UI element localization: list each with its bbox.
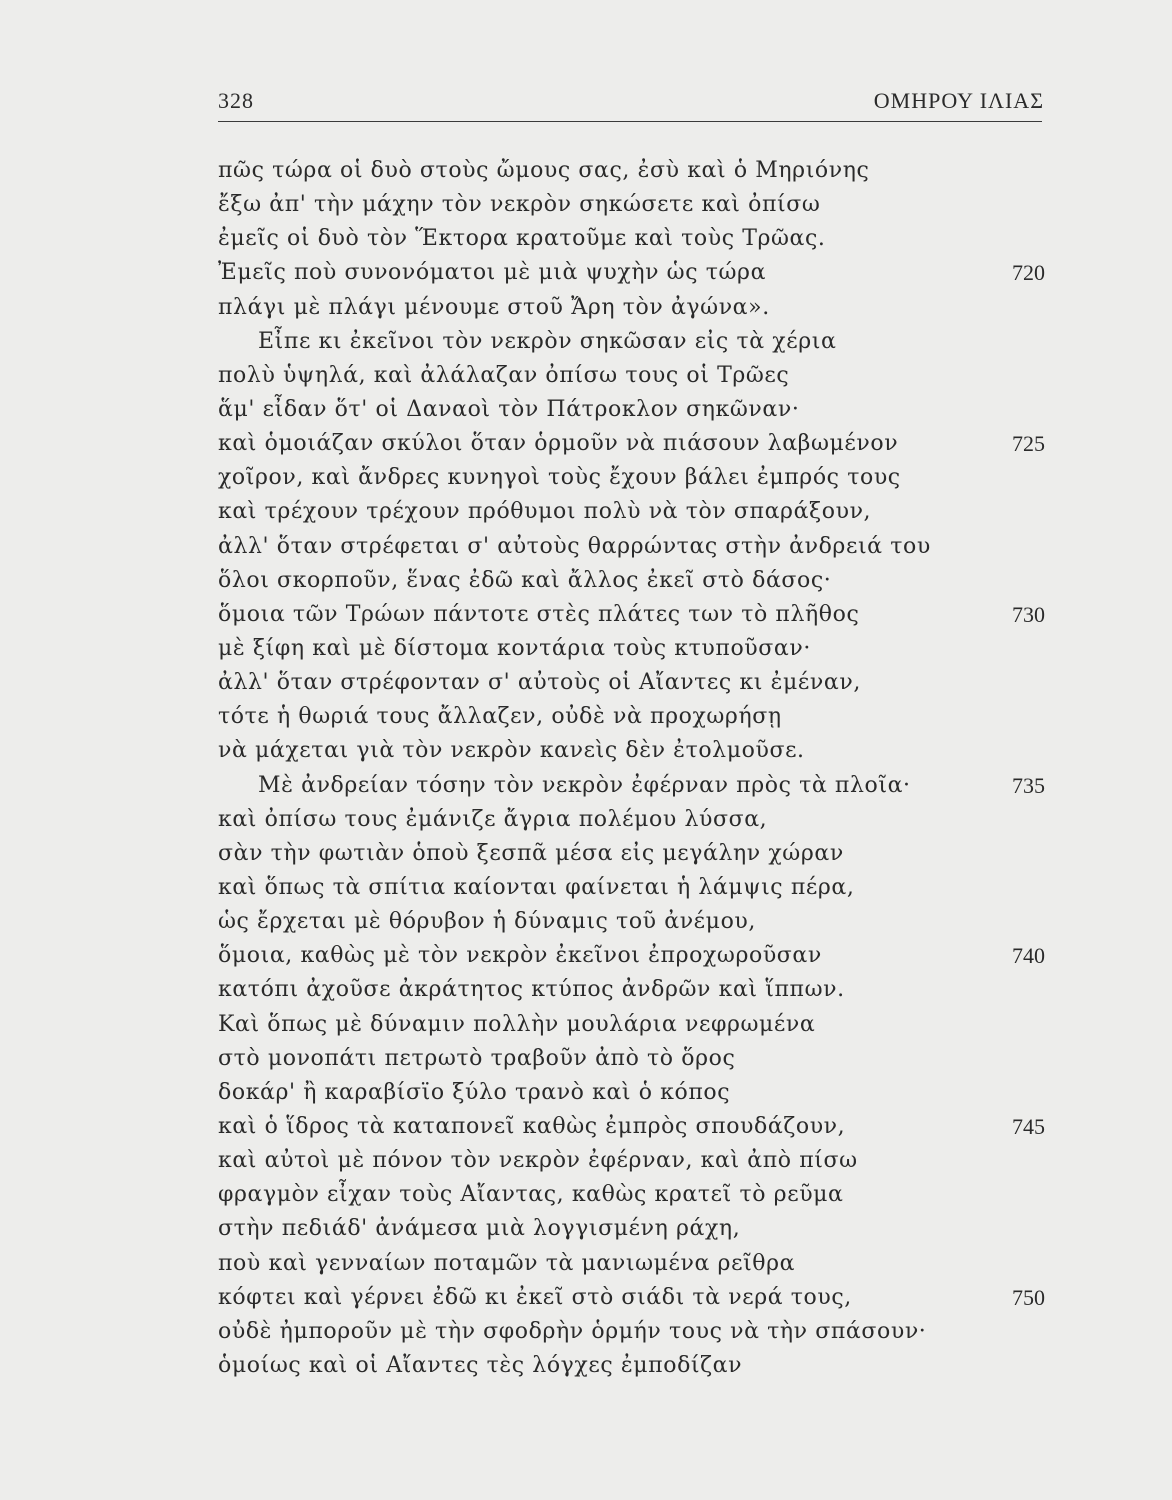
verse-line [0, 495, 1172, 529]
verse-text: δοκάρ' ἢ καραβίσϊο ξύλο τρανὸ καὶ ὁ κόπος [218, 1079, 731, 1105]
verse-line [0, 1008, 1172, 1042]
verse-text: μὲ ξίφη καὶ μὲ δίστομα κοντάρια τοὺς κτυποῦσαν· [218, 635, 811, 661]
verse-text: κατόπι ἀχοῦσε ἀκράτητος κτύπος ἀνδρῶν καὶ ἵππων. [218, 977, 845, 1003]
verse-line [0, 769, 1172, 803]
verse-line [0, 700, 1172, 734]
verse-block [0, 154, 1172, 1383]
verse-line [0, 393, 1172, 427]
verse-line [0, 837, 1172, 871]
verse-line [0, 256, 1172, 290]
verse-text: καὶ αὐτοὶ μὲ πόνον τὸν νεκρὸν ἐφέρναν, καὶ ἀπὸ πίσω [218, 1148, 858, 1174]
verse-line [0, 188, 1172, 222]
verse-text: ὅλοι σκορποῦν, ἕνας ἐδῶ καὶ ἄλλος ἐκεῖ στὸ δάσος· [218, 567, 832, 593]
verse-line [0, 871, 1172, 905]
verse-line [0, 1212, 1172, 1246]
verse-line [0, 222, 1172, 256]
page-number: 328 [218, 88, 254, 113]
verse-text: πῶς τώρα οἱ δυὸ στοὺς ὤμους σας, ἐσὺ καὶ ὁ Μηριόνης [218, 158, 870, 183]
verse-line [0, 564, 1172, 598]
verse-line [0, 1349, 1172, 1383]
verse-text: ὡς ἔρχεται μὲ θόρυβον ἡ δύναμις τοῦ ἀνέμου, [218, 909, 756, 935]
verse-line [0, 905, 1172, 939]
verse-line [0, 1110, 1172, 1144]
verse-line-number: 745 [1012, 1113, 1045, 1139]
verse-line [0, 939, 1172, 973]
verse-text: νὰ μάχεται γιὰ τὸν νεκρὸν κανεὶς δὲν ἐτολμοῦσε. [218, 738, 805, 764]
verse-line [0, 1042, 1172, 1076]
verse-line [0, 154, 1172, 188]
header-rule [218, 121, 1042, 122]
verse-line [0, 325, 1172, 359]
verse-text: Καὶ ὅπως μὲ δύναμιν πολλὴν μουλάρια νεφρωμένα [218, 1011, 816, 1037]
verse-line-number: 730 [1012, 601, 1045, 627]
verse-line [0, 1144, 1172, 1178]
verse-line [0, 632, 1172, 666]
verse-line [0, 734, 1172, 768]
running-title: ΟΜΗΡΟΥ ΙΛΙΑΣ [873, 88, 1044, 113]
verse-line [0, 598, 1172, 632]
verse-text: ὅμοια, καθὼς μὲ τὸν νεκρὸν ἐκεῖνοι ἐπροχωροῦσαν [218, 943, 822, 969]
verse-text: τότε ἡ θωριά τους ἄλλαζεν, οὐδὲ νὰ προχωρήσῃ [218, 704, 782, 730]
verse-line [0, 1315, 1172, 1349]
verse-text: κόφτει καὶ γέρνει ἐδῶ κι ἐκεῖ στὸ σιάδι τὰ νερά τους, [218, 1284, 852, 1310]
verse-text: ἅμ' εἶδαν ὅτ' οἱ Δαναοὶ τὸν Πάτροκλον σηκῶναν· [218, 396, 800, 422]
verse-text: οὐδὲ ἠμποροῦν μὲ τὴν σφοδρὴν ὁρμήν τους νὰ τὴν σπάσουν· [218, 1318, 927, 1344]
verse-text: καὶ ὅπως τὰ σπίτια καίονται φαίνεται ἡ λάμψις πέρα, [218, 874, 855, 900]
verse-text: Μὲ ἀνδρείαν τόσην τὸν νεκρὸν ἐφέρναν πρὸς τὰ πλοῖα· [258, 772, 911, 798]
verse-line [0, 461, 1172, 495]
verse-line-number: 720 [1012, 260, 1045, 286]
verse-text: ποὺ καὶ γενναίων ποταμῶν τὰ μανιωμένα ρεῖθρα [218, 1250, 796, 1276]
verse-line [0, 1247, 1172, 1281]
verse-line-number: 735 [1012, 772, 1045, 798]
verse-line [0, 530, 1172, 564]
verse-line-number: 740 [1012, 943, 1045, 969]
verse-text: Ἐμεῖς ποὺ συνονόματοι μὲ μιὰ ψυχὴν ὡς τώρα [218, 260, 767, 286]
verse-line-number: 725 [1012, 431, 1045, 457]
verse-text: καὶ ὁ ἵδρος τὰ καταπονεῖ καθὼς ἐμπρὸς σπουδάζουν, [218, 1113, 846, 1139]
verse-line [0, 973, 1172, 1007]
verse-text: καὶ τρέχουν τρέχουν πρόθυμοι πολὺ νὰ τὸν σπαράξουν, [218, 499, 872, 525]
page-header [218, 88, 1044, 124]
verse-text: ἔξω ἀπ' τὴν μάχην τὸν νεκρὸν σηκώσετε καὶ ὀπίσω [218, 192, 821, 218]
verse-line [0, 666, 1172, 700]
verse-text: ὅμοια τῶν Τρώων πάντοτε στὲς πλάτες των τὸ πλῆθος [218, 601, 860, 627]
verse-line-number: 750 [1012, 1284, 1045, 1310]
verse-text: σὰν τὴν φωτιὰν ὁποὺ ξεσπᾶ μέσα εἰς μεγάλην χώραν [218, 840, 844, 866]
verse-text: πλάγι μὲ πλάγι μένουμε στοῦ Ἄρη τὸν ἀγώνα». [218, 294, 770, 320]
verse-text: καὶ ὀπίσω τους ἐμάνιζε ἄγρια πολέμου λύσσα, [218, 806, 768, 832]
verse-line [0, 1076, 1172, 1110]
verse-line [0, 803, 1172, 837]
verse-text: στὸ μονοπάτι πετρωτὸ τραβοῦν ἀπὸ τὸ ὅρος [218, 1045, 736, 1071]
verse-text: ἀλλ' ὅταν στρέφονταν σ' αὐτοὺς οἱ Αἴαντες κι ἐμέναν, [218, 670, 861, 696]
verse-text: Εἶπε κι ἐκεῖνοι τὸν νεκρὸν σηκῶσαν εἰς τὰ χέρια [258, 328, 837, 354]
verse-line [0, 427, 1172, 461]
verse-line [0, 359, 1172, 393]
verse-text: καὶ ὁμοιάζαν σκύλοι ὅταν ὁρμοῦν νὰ πιάσουν λαβωμένον [218, 431, 899, 457]
verse-line [0, 1178, 1172, 1212]
verse-text: ἐμεῖς οἱ δυὸ τὸν Ἕκτορα κρατοῦμε καὶ τοὺς Τρῶας. [218, 226, 826, 252]
verse-line [0, 1281, 1172, 1315]
verse-line [0, 291, 1172, 325]
verse-text: ὁμοίως καὶ οἱ Αἴαντες τὲς λόγχες ἐμποδίζαν [218, 1352, 743, 1378]
verse-text: στὴν πεδιάδ' ἀνάμεσα μιὰ λογγισμένη ράχη, [218, 1216, 741, 1242]
verse-text: φραγμὸν εἶχαν τοὺς Αἴαντας, καθὼς κρατεῖ τὸ ρεῦμα [218, 1182, 844, 1208]
verse-text: χοῖρον, καὶ ἄνδρες κυνηγοὶ τοὺς ἔχουν βάλει ἐμπρός τους [218, 465, 901, 491]
verse-text: ἀλλ' ὅταν στρέφεται σ' αὐτοὺς θαρρώντας στὴν ἀνδρειά του [218, 533, 931, 559]
verse-text: πολὺ ὑψηλά, καὶ ἀλάλαζαν ὀπίσω τους οἱ Τρῶες [218, 362, 790, 388]
